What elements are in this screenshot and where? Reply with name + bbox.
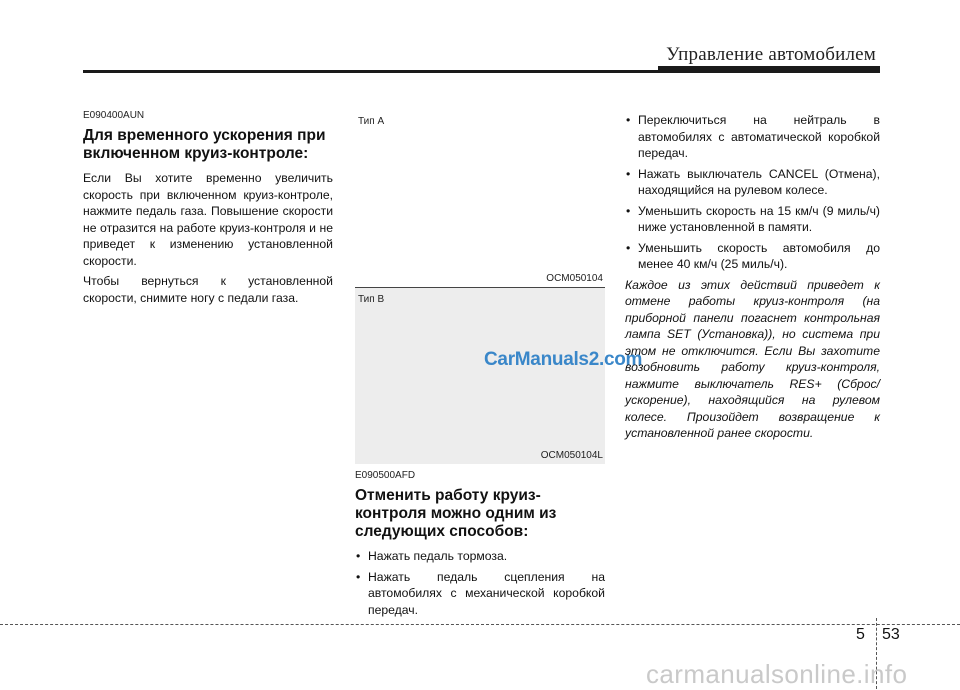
section-heading: Отменить работу круиз-контроля можно одним из следующих способов: bbox=[355, 487, 557, 540]
header-rule-accent bbox=[658, 66, 880, 72]
list-item: • Нажать педаль сцепления на автомобилях с механической коробкой передач. bbox=[355, 569, 605, 619]
section-code: E090500AFD bbox=[355, 470, 416, 481]
column-2 bbox=[355, 470, 605, 622]
paragraph: Если Вы хотите временно увеличить скорость при включенном круиз-контроле, нажмите педаль газа. Повышение скорости не отразится на работе круиз-контроля и не приведет к изменению установленной скорости. bbox=[83, 171, 333, 268]
figure-code: OCM050104 bbox=[546, 273, 603, 284]
chapter-number: 5 bbox=[856, 626, 865, 643]
list-item: • Нажать выключатель CANCEL (Отмена), находящийся на рулевом колесе. bbox=[625, 166, 880, 199]
list-item: • Уменьшить скорость на 15 км/ч (9 миль/ч) ниже установленной в памяти. bbox=[625, 203, 880, 236]
list-item: • Переключиться на нейтраль в автомобилях с автоматической коробкой передач. bbox=[625, 112, 880, 162]
figure-type-b bbox=[355, 287, 643, 464]
list-item: • Уменьшить скорость автомобиля до менее 40 км/ч (25 миль/ч). bbox=[625, 240, 880, 273]
section-code: E090400AUN bbox=[83, 110, 145, 121]
page-number: 53 bbox=[882, 626, 900, 643]
section-heading: Для временного ускорения при включенном круиз-контроле: bbox=[83, 127, 326, 162]
figure-label: Тип В bbox=[358, 294, 385, 305]
figure-label: Тип А bbox=[358, 116, 385, 127]
footer-rule bbox=[0, 624, 960, 625]
italic-note: Каждое из этих действий приведет к отмене работы круиз-контроля (на приборной панели погаснет контрольная лампа SET (Установка)), но система при этом не отключится. Если Вы захотите возобновить работу круиз-контроля, нажмите выключатель RES+ (Сброс/ускорение), находящийся на рулевом колесе. Произойдет возвращение к установленной ранее скорости. bbox=[625, 277, 880, 440]
watermark-link[interactable]: CarManuals2.com bbox=[484, 349, 643, 370]
running-header-title: Управление автомобилем bbox=[666, 44, 876, 65]
site-watermark: carmanualsonline.info bbox=[646, 659, 908, 689]
figure-type-a bbox=[355, 110, 605, 287]
column-1 bbox=[83, 110, 333, 310]
paragraph: Чтобы вернуться к установленной скорости, снимите ногу с педали газа. bbox=[83, 274, 333, 305]
list-item: • Нажать педаль тормоза. bbox=[355, 548, 605, 565]
figure-code: OCM050104L bbox=[540, 450, 603, 461]
column-3 bbox=[625, 112, 880, 442]
